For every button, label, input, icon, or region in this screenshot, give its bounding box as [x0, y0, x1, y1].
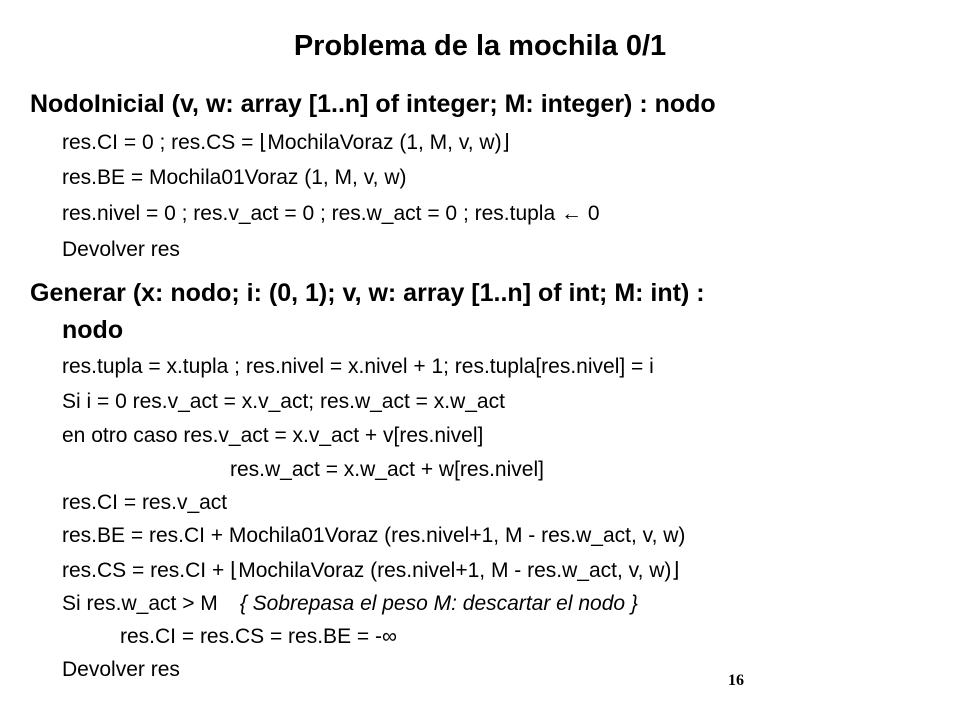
generar-line-6: res.BE = res.CI + Mochila01Voraz (res.nivel+1, M - res.w_act, v, w) [62, 524, 686, 547]
nodo-inicial-header: NodoInicial (v, w: array [1..n] of integer; M: integer) : nodo [30, 90, 716, 118]
nodo-inicial-line-1: res.CI = 0 ; res.CS = ⌊MochilaVoraz (1, M, v, w)⌋ [62, 131, 510, 154]
generar-line-7: res.CS = res.CI + ⌊MochilaVoraz (res.nivel+1, M - res.w_act, v, w)⌋ [62, 559, 680, 582]
nodo-inicial-line-3: res.nivel = 0 ; res.v_act = 0 ; res.w_act = 0 ; res.tupla ← 0 [62, 202, 600, 225]
generar-line-8-comment: { Sobrepasa el peso M: descartar el nodo } [239, 592, 638, 615]
nodo-inicial-line-2: res.BE = Mochila01Voraz (1, M, v, w) [62, 166, 407, 189]
generar-line-1: res.tupla = x.tupla ; res.nivel = x.nivel + 1; res.tupla[res.nivel] = i [62, 355, 654, 378]
generar-line-10: Devolver res [62, 658, 180, 681]
page-number: 16 [728, 672, 744, 689]
generar-line-8 [62, 592, 638, 616]
generar-line-9: res.CI = res.CS = res.BE = -∞ [120, 625, 397, 648]
generar-header-continuation: nodo [62, 316, 124, 344]
generar-line-3: en otro caso res.v_act = x.v_act + v[res.nivel] [62, 424, 484, 447]
generar-line-2: Si i = 0 res.v_act = x.v_act; res.w_act = x.w_act [62, 390, 505, 413]
generar-line-8-code: Si res.w_act > M [62, 592, 218, 615]
generar-header: Generar (x: nodo; i: (0, 1); v, w: array [1..n] of int; M: int) : [30, 279, 705, 307]
slide-title: Problema de la mochila 0/1 [293, 30, 667, 62]
generar-line-5: res.CI = res.v_act [62, 491, 228, 514]
nodo-inicial-line-4: Devolver res [62, 238, 180, 261]
generar-line-4: res.w_act = x.w_act + w[res.nivel] [230, 458, 544, 481]
